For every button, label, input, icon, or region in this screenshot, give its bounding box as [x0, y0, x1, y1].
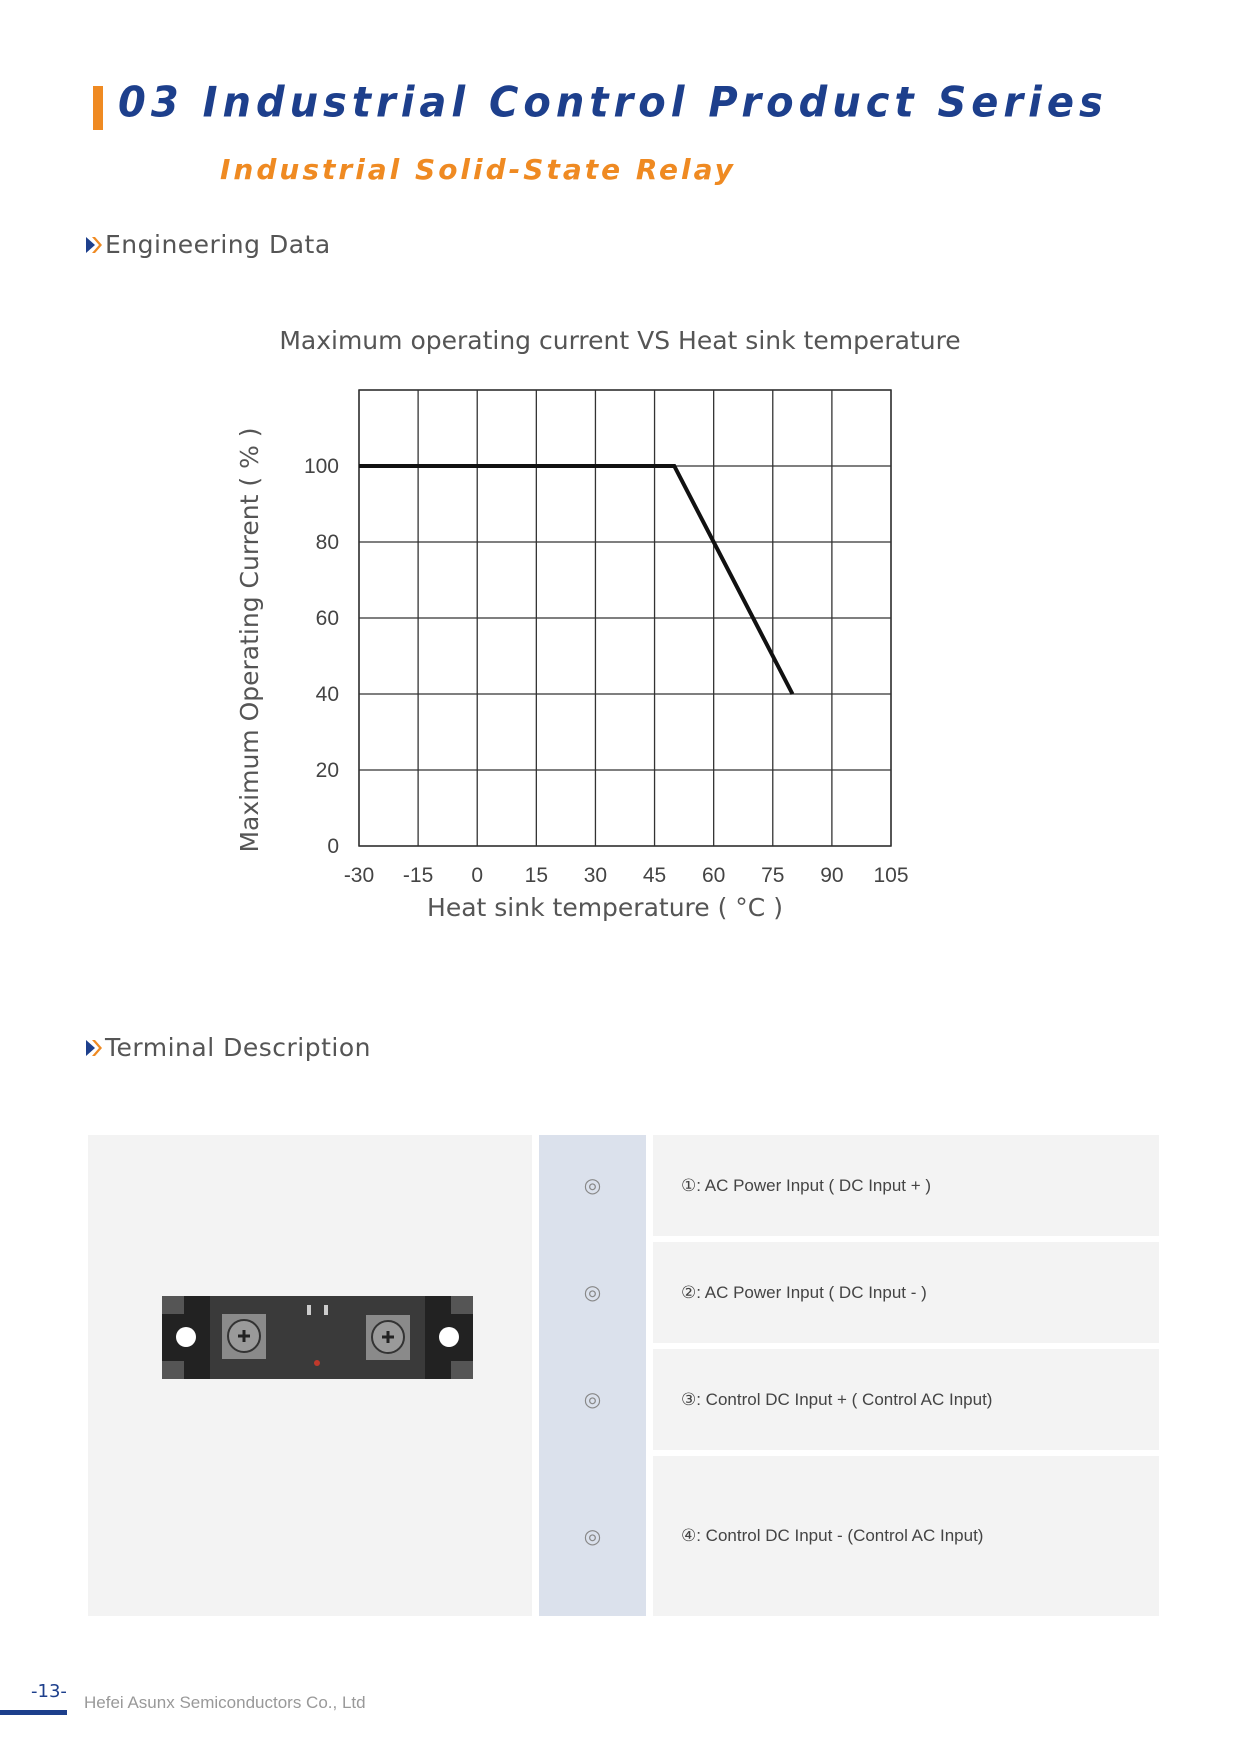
x-tick-label: -15 [402, 864, 434, 887]
x-tick-label: 90 [820, 864, 844, 887]
x-tick-label: -30 [343, 864, 375, 887]
terminal-row [653, 1456, 1159, 1616]
bullseye-icon: ◎ [583, 1173, 602, 1197]
x-tick-label: 105 [873, 864, 909, 887]
x-tick-label: 75 [761, 864, 785, 887]
x-tick-label: 0 [471, 864, 484, 887]
bullseye-icon: ◎ [583, 1280, 602, 1304]
page-subtitle: Industrial Solid-State Relay [220, 153, 736, 186]
page-number: -13- [31, 1681, 67, 1702]
bullseye-icon: ◎ [583, 1524, 602, 1548]
section-heading-label: Terminal Description [105, 1033, 371, 1062]
chart-title: Maximum operating current VS Heat sink temperature [279, 326, 961, 355]
x-tick-label: 45 [642, 864, 667, 887]
y-tick-label: 100 [303, 455, 339, 478]
terminal-description: ②: AC Power Input ( DC Input - ) [681, 1282, 927, 1302]
page-title: 03 Industrial Control Product Series [118, 78, 1108, 128]
terminal-description: ③: Control DC Input + ( Control AC Input) [681, 1389, 993, 1409]
y-tick-label: 20 [315, 759, 339, 782]
x-tick-label: 60 [701, 864, 726, 887]
terminal-row [653, 1242, 1159, 1343]
terminal-description: ④: Control DC Input - (Control AC Input) [681, 1526, 984, 1545]
section-heading-label: Engineering Data [105, 230, 331, 259]
relay-product-image [162, 1296, 473, 1379]
x-tick-label: 30 [583, 864, 608, 887]
series-line [359, 466, 792, 694]
terminal-row [653, 1135, 1159, 1236]
terminal-row [653, 1349, 1159, 1450]
double-chevron-icon [86, 1039, 102, 1057]
y-tick-label: 40 [315, 683, 339, 706]
y-tick-label: 60 [315, 607, 339, 630]
terminal-description: ①: AC Power Input ( DC Input + ) [681, 1175, 932, 1195]
y-axis-label: Maximum Operating Current ( % ) [235, 427, 264, 853]
y-tick-label: 0 [327, 835, 339, 858]
company-name: Hefei Asunx Semiconductors Co., Ltd [84, 1693, 366, 1712]
section-heading-terminal [86, 1033, 371, 1062]
x-axis-label: Heat sink temperature ( °C ) [427, 893, 783, 922]
footer-accent-bar [0, 1710, 67, 1715]
x-tick-label: 15 [524, 864, 549, 887]
bullseye-icon: ◎ [583, 1387, 602, 1411]
y-tick-label: 80 [315, 531, 339, 554]
